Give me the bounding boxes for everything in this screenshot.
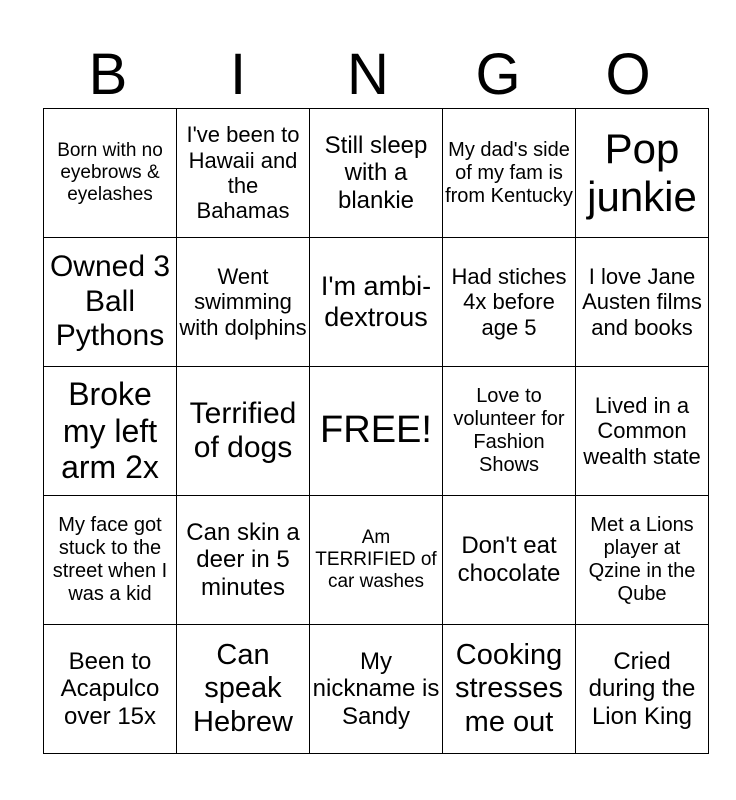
header-letter-o: O <box>605 42 651 107</box>
bingo-cell: Can speak Hebrew <box>177 625 310 754</box>
bingo-cell: Broke my left arm 2x <box>44 367 177 496</box>
board-row <box>44 625 709 754</box>
bingo-header <box>43 42 693 107</box>
bingo-cell: Still sleep with a blankie <box>310 109 443 238</box>
free-space: FREE! <box>310 367 443 496</box>
bingo-cell: Am TERRIFIED of car washes <box>310 496 443 625</box>
header-letter-i: I <box>229 42 247 107</box>
board-row <box>44 109 709 238</box>
bingo-cell: Owned 3 Ball Pythons <box>44 238 177 367</box>
header-letter-b: B <box>88 42 128 107</box>
bingo-cell: Went swimming with dolphins <box>177 238 310 367</box>
bingo-cell: Cooking stresses me out <box>443 625 576 754</box>
bingo-cell: My dad's side of my fam is from Kentucky <box>443 109 576 238</box>
bingo-cell: I love Jane Austen films and books <box>576 238 709 367</box>
board-row <box>44 238 709 367</box>
bingo-board <box>43 108 709 754</box>
bingo-cell: Love to volunteer for Fashion Shows <box>443 367 576 496</box>
bingo-cell: Been to Acapulco over 15x <box>44 625 177 754</box>
bingo-cell: My nickname is Sandy <box>310 625 443 754</box>
bingo-cell: Terrified of dogs <box>177 367 310 496</box>
bingo-cell: Can skin a deer in 5 minutes <box>177 496 310 625</box>
bingo-cell: My face got stuck to the street when I was a kid <box>44 496 177 625</box>
bingo-cell: I'm ambi-dextrous <box>310 238 443 367</box>
bingo-cell: I've been to Hawaii and the Bahamas <box>177 109 310 238</box>
bingo-cell: Lived in a Common wealth state <box>576 367 709 496</box>
header-letter-g: G <box>475 42 521 107</box>
bingo-cell: Met a Lions player at Qzine in the Qube <box>576 496 709 625</box>
bingo-cell: Don't eat chocolate <box>443 496 576 625</box>
board-row <box>44 496 709 625</box>
bingo-cell: Cried during the Lion King <box>576 625 709 754</box>
bingo-cell: Had stiches 4x before age 5 <box>443 238 576 367</box>
header-letter-n: N <box>347 42 389 107</box>
bingo-cell: Pop junkie <box>576 109 709 238</box>
bingo-cell: Born with no eyebrows & eyelashes <box>44 109 177 238</box>
board-row <box>44 367 709 496</box>
